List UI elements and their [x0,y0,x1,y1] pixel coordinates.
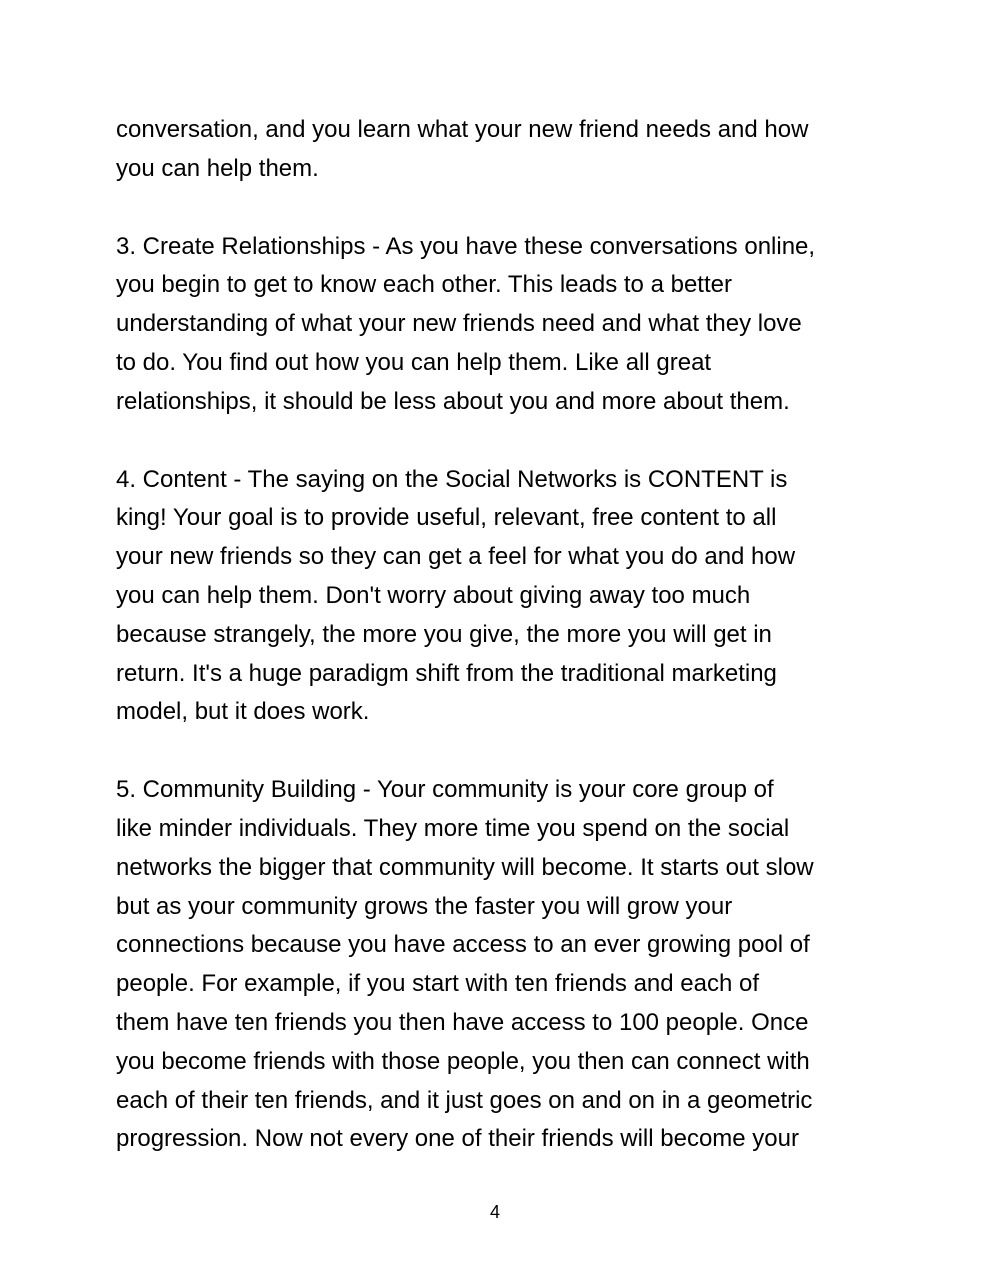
paragraph-community-building [116,771,886,1159]
text-line: your new friends so they can get a feel for what you do and how [116,543,796,571]
text-line: you can help them. [116,154,319,182]
page-number: 4 [489,1202,500,1222]
text-line: king! Your goal is to provide useful, relevant, free content to all [116,504,777,532]
text-line: 4. Content - The saying on the Social Networks is CONTENT is [116,465,788,493]
text-line: model, but it does work. [116,698,370,726]
text-line: them have ten friends you then have access to 100 people. Once [116,1008,809,1036]
text-line: progression. Now not every one of their friends will become your [116,1125,799,1153]
text-line: each of their ten friends, and it just goes on and on in a geometric [116,1086,813,1114]
document-page [116,111,886,1198]
text-line: networks the bigger that community will become. It starts out slow [116,853,814,881]
text-line: conversation, and you learn what your new friend needs and how [116,116,809,143]
text-line: like minder individuals. They more time you spend on the social [116,814,790,842]
text-line: you begin to get to know each other. This leads to a better [116,271,732,299]
text-line: but as your community grows the faster you will grow your [116,892,733,920]
paragraph-content [116,461,886,733]
text-line: to do. You find out how you can help them. Like all great [116,348,712,376]
text-line: people. For example, if you start with ten friends and each of [116,970,760,998]
text-line: relationships, it should be less about you and more about them. [116,387,790,415]
text-line: you become friends with those people, you then can connect with [116,1047,810,1075]
text-line: 5. Community Building - Your community is your core group of [116,776,774,804]
text-line: because strangely, the more you give, the more you will get in [116,620,772,648]
text-line: 3. Create Relationships - As you have these conversations online, [116,232,816,260]
paragraph-create-relationships [116,228,886,422]
paragraph-continuation [116,111,886,189]
text-line: return. It's a huge paradigm shift from the traditional marketing [116,659,777,687]
text-line: understanding of what your new friends need and what they love [116,310,802,338]
text-line: you can help them. Don't worry about giving away too much [116,581,751,609]
text-line: connections because you have access to an ever growing pool of [116,931,810,959]
